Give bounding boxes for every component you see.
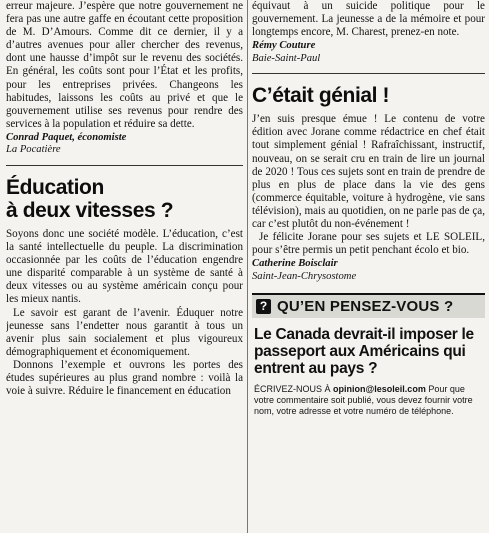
- letter-paragraph: erreur majeure. J’espère que notre gouvernement ne fera pas une autre gaffe en écoutant cette proposition de M. D’Amours. Comme dit ce dernier, il y a d’autres avenues pour aller chercher des revenus, dont une hausse d’impôt sur le revenu des sociétés. En général, les coûts sont pour l’État et les profits, pour les entreprises privées. Changeons les habitudes, laissons les coûts au privé et que le gouvernement utilise ses revenus pour rendre des services à la population et réduire sa dette.: [6, 0, 243, 130]
- letter-signature: Rémy Couture: [252, 40, 316, 52]
- footer-instructions: Pour que votre commentaire soit publié, vous devez fournir votre nom, votre adresse et votre numéro de téléphone.: [254, 384, 473, 417]
- letter-paragraph: Donnons l’exemple et ouvrons les portes des études supérieures au plus grand nombre : voilà la voie à suivre. Réduire le financement en éducation: [6, 358, 243, 398]
- column-divider: [247, 0, 248, 533]
- letter-headline: [6, 176, 243, 222]
- letter-signature: Catherine Boisclair: [252, 258, 338, 270]
- letter-paragraph: J’en suis presque émue ! Le contenu de votre édition avec Jorane comme rédactrice en chef était tout simplement génial ! Rafraîchissant, instructif, nouveau, on se serait cru en train de lire un journal de 2020 ! Tous ces sujets sont en train de prendre de plus en plus de place dans la vie des gens (commerce équitable, voiture à hydrogène, vie sans télévision), mais au quotidien, on ne parle pas de ça, car c’est plutôt du non-événement !: [252, 113, 485, 231]
- right-column: [252, 0, 485, 533]
- footer-lead: ÉCRIVEZ-NOUS À: [254, 384, 331, 395]
- question-text: Le Canada devrait-il imposer le passeport aux Américains qui entrent au pays ?: [254, 326, 474, 378]
- question-box: [252, 293, 485, 417]
- left-column: [6, 0, 243, 533]
- letter-place: La Pocatière: [6, 144, 61, 156]
- letter-place: Baie-Saint-Paul: [252, 52, 321, 64]
- question-mark-icon: ?: [256, 299, 271, 314]
- letter-paragraph: Le savoir est garant de l’avenir. Éduquer notre jeunesse sans l’endetter nous garantit à tous un avenir plus sain socialement et plus vigoureux démographiquement et économiquement.: [6, 306, 243, 358]
- letter-place: Saint-Jean-Chrysostome: [252, 270, 357, 282]
- question-box-footer: [254, 384, 485, 417]
- letter-paragraph: équivaut à un suicide politique pour le gouvernement. La jeunesse a de la mémoire et pour longtemps encore, M. Charest, prenez-en note.: [252, 0, 485, 39]
- letter-signature: Conrad Paquet, économiste: [6, 131, 127, 143]
- question-box-title: QU’EN PENSEZ-VOUS ?: [277, 298, 454, 316]
- letter-paragraph: Soyons donc une société modèle. L’éducation, c’est la santé intellectuelle du peuple. La discrimination occasionnée par les coûts de l’éducation engendre une disparité comparable à un système de santé à deux vitesses ou au système américain conçu pour les mieux nantis.: [6, 227, 243, 306]
- question-box-header: [252, 295, 485, 318]
- letter-paragraph: Je félicite Jorane pour ses sujets et LE SOLEIL, pour s’être permis un petit penchant écolo et bio.: [252, 231, 485, 257]
- headline-line: Éducation: [6, 175, 104, 199]
- section-divider: [6, 165, 243, 166]
- contact-email: opinion@lesoleil.com: [333, 384, 426, 395]
- letter-headline: C’était génial !: [252, 84, 390, 108]
- section-divider: [252, 73, 485, 74]
- headline-line: à deux vitesses ?: [6, 198, 174, 222]
